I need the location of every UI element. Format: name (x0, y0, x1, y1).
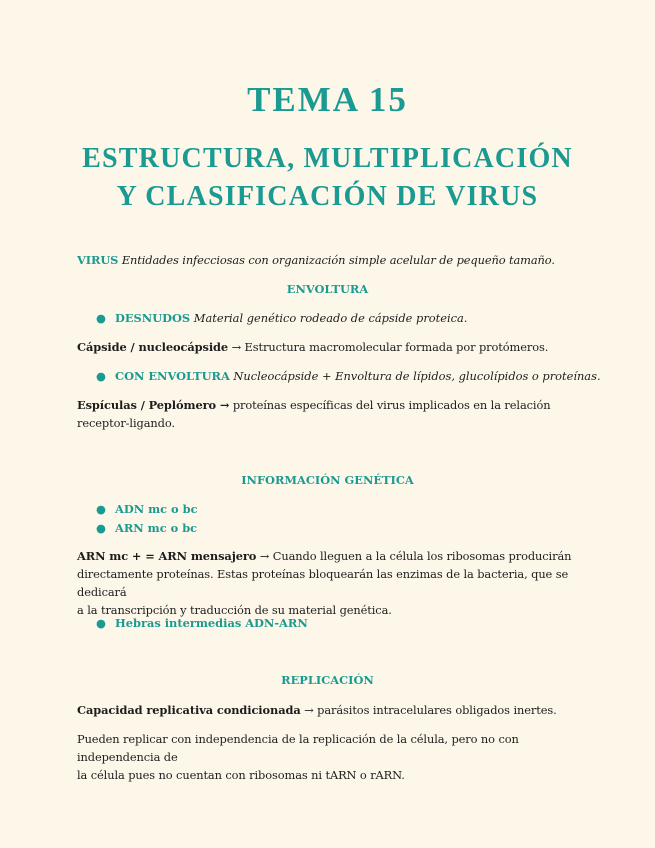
bullet-icon: ● (96, 311, 106, 325)
replicacion-paragraph (77, 730, 587, 784)
capside-term: Cápside / nucleocápside (77, 340, 229, 354)
arn-text-line1: → Cuando lleguen a la célula los ribosomas producirán (256, 549, 572, 563)
heading-informacion-genetica: INFORMACIÓN GENÉTICA (241, 473, 414, 487)
bullet-icon: ● (96, 616, 106, 630)
hebras-item: Hebras intermedias ADN-ARN (115, 616, 308, 630)
capacidad-text: → parásitos intracelulares obligados inertes. (300, 703, 557, 717)
intro-paragraph (77, 251, 577, 269)
espiculas-text-line2: receptor-ligando. (77, 416, 175, 430)
list-item (96, 367, 601, 385)
espiculas-text: proteínas específicas del virus implicados en la relación (229, 398, 551, 412)
replicacion-line1: Pueden replicar con independencia de la replicación de la célula, pero no con independencia de (77, 732, 519, 764)
capside-text: → Estructura macromolecular formada por protómeros. (228, 340, 549, 354)
adn-item: ADN mc o bc (115, 502, 198, 516)
bullet-icon: ● (96, 502, 106, 516)
replicacion-line2: la célula pues no cuentan con ribosomas ni tARN o rARN. (77, 768, 405, 782)
capside-paragraph (77, 338, 577, 356)
envoltura-term: CON ENVOLTURA (115, 369, 230, 383)
arn-item: ARN mc o bc (115, 521, 198, 535)
arn-paragraph (77, 547, 587, 619)
desnudos-term: DESNUDOS (115, 311, 191, 325)
page-subtitle (0, 140, 655, 216)
bullet-icon: ● (96, 369, 106, 383)
arn-term: ARN mc + = ARN mensajero (77, 549, 257, 563)
envoltura-text: Nucleocápside + Envoltura de lípidos, glucolípidos o proteínas. (229, 369, 601, 383)
list-item (96, 500, 198, 518)
virus-definition: Entidades infecciosas con organización simple acelular de pequeño tamaño. (118, 253, 555, 267)
list-item (96, 519, 197, 537)
list-item (96, 614, 308, 632)
capacidad-term: Capacidad replicativa condicionada (77, 703, 301, 717)
subtitle-line-1: ESTRUCTURA, MULTIPLICACIÓN (82, 143, 573, 174)
capacidad-paragraph (77, 701, 577, 719)
bullet-icon: ● (96, 521, 106, 535)
list-item (96, 309, 467, 327)
page-title: TEMA 15 (247, 80, 408, 119)
heading-replicacion: REPLICACIÓN (281, 673, 374, 687)
espiculas-term: Espículas / Peplómero → (77, 398, 230, 412)
subtitle-line-2: Y CLASIFICACIÓN DE VIRUS (116, 181, 539, 212)
virus-term: VIRUS (77, 253, 119, 267)
heading-envoltura: ENVOLTURA (286, 282, 369, 296)
arn-text-line2: directamente proteínas. Estas proteínas bloquearán las enzimas de la bacteria, que se dedicará (77, 567, 569, 599)
desnudos-text: Material genético rodeado de cápside proteica. (190, 311, 468, 325)
arn-text-line3: a la transcripción y traducción de su material genética. (77, 603, 392, 617)
espiculas-paragraph (77, 396, 577, 432)
